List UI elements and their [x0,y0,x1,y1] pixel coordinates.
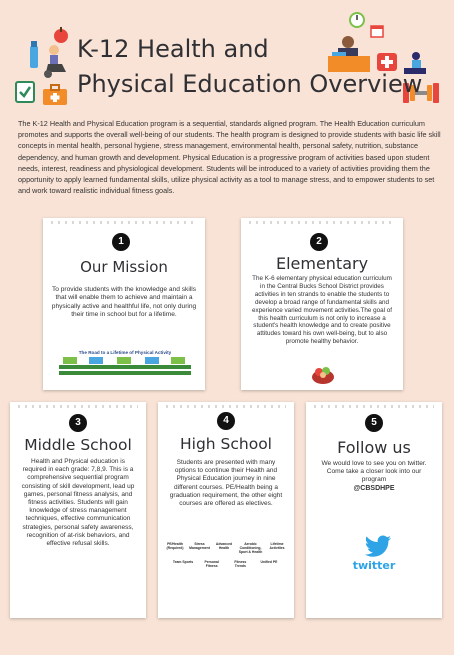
road-banner-title: The Road to a Lifetime of Physical Activity [78,350,172,355]
road-banner [59,350,191,382]
course-grid-row-2 [172,560,280,568]
course-item: Team Sports [172,560,194,564]
course-item: Aerobic Conditioning, Sport & Health [238,542,263,554]
title-line-2: Physical Education Overview [77,70,423,98]
card-heading: Our Mission [80,258,168,276]
course-grid-row-1 [164,542,288,554]
card-body: Health and Physical education is required in each grade: 7,8,9. This is a comprehensive sequential program consisting of skill development, lead up games, personal fitness analysis, and fitness activities. Students will gain knowledge of stress management techniques, effective communication strategies, personal safety awareness, recognition of at-risk behaviors, and effective refusal skills. [21,458,135,548]
card-binding [249,221,395,224]
card-number-badge: 4 [217,412,235,430]
card-binding [314,405,434,408]
card-number-badge: 2 [310,233,328,251]
card-body: To provide students with the knowledge and skills that will enable them to achieve and maintain a physically active and healthful life, not only during their time in school but for a lifetime. [51,286,197,318]
intro-paragraph: The K-12 Health and Physical Education program is a sequential, standards aligned program. The Health Education curriculum promotes and supports the overall well-being of our students. The health program is designed to provide students with basic life skill concepts in mental health, personal hygiene, stress management, environmental health, personal safety, nutrition, substance dependency, and human growth and development. Physical Education is a progressive program of activities based upon student needs, interest, readiness and physiological development. Students will be introduced to a variety of activities providing them the opportunity to apply learned fundamental skills, utilize physical activity as a tool to manage stress, and to empower students to set and work toward realistic individual fitness goals. [18,119,441,196]
middle-school-card [10,402,146,618]
card-number-badge: 5 [365,414,383,432]
page-title [77,32,422,102]
course-item: Advanced Health [215,542,233,550]
course-item: Personal Fitness [204,560,219,568]
card-binding [51,221,197,224]
title-line-1: K-12 Health and [77,35,269,63]
healthy-food-icon [311,363,335,390]
card-number-badge: 1 [112,233,130,251]
card-number-badge: 3 [69,414,87,432]
card-binding [166,405,286,408]
card-heading: Follow us [337,438,411,457]
road-illustration [59,355,191,381]
checklist-icon [14,80,36,109]
exercise-bike-icon [38,42,72,85]
stopwatch-icon [348,10,366,33]
follow-us-card [306,402,442,618]
twitter-handle[interactable]: @CBSDHPE [353,485,395,492]
mission-card [43,218,205,390]
card-body: Students are presented with many options to continue their Health and Physical Education journey in nine different courses. PE/Health being a graduation requirement, the other eight courses are offered as electives. [169,459,283,508]
card-heading: Middle School [24,436,132,454]
elementary-card [241,218,403,390]
twitter-wordmark[interactable]: twitter [352,559,396,572]
first-aid-kit-icon [42,84,68,111]
card-heading: Elementary [275,254,369,273]
card-binding [18,405,138,408]
card-body: The K-6 elementary physical education curriculum in the Central Bucks School District provides activities in ten strands to enable the students to develop a broad range of fundamental skills and experience varied movement activities.The goal of this health curriculum is not only to increase a student's health knowledge and to create positive attitudes toward his own well-being, but to also promote healthy behavior. [251,275,392,346]
course-item: Lifetime Activities [269,542,285,550]
course-item: PE/Health (Required) [166,542,184,550]
course-item: Stress Management [189,542,210,550]
course-item: Unified PE [260,560,278,564]
card-heading: High School [179,435,272,453]
high-school-card [158,402,294,618]
card-body: We would love to see you on twitter. Come take a closer look into our program [321,460,427,484]
course-item: Fitness Trends [234,560,247,568]
